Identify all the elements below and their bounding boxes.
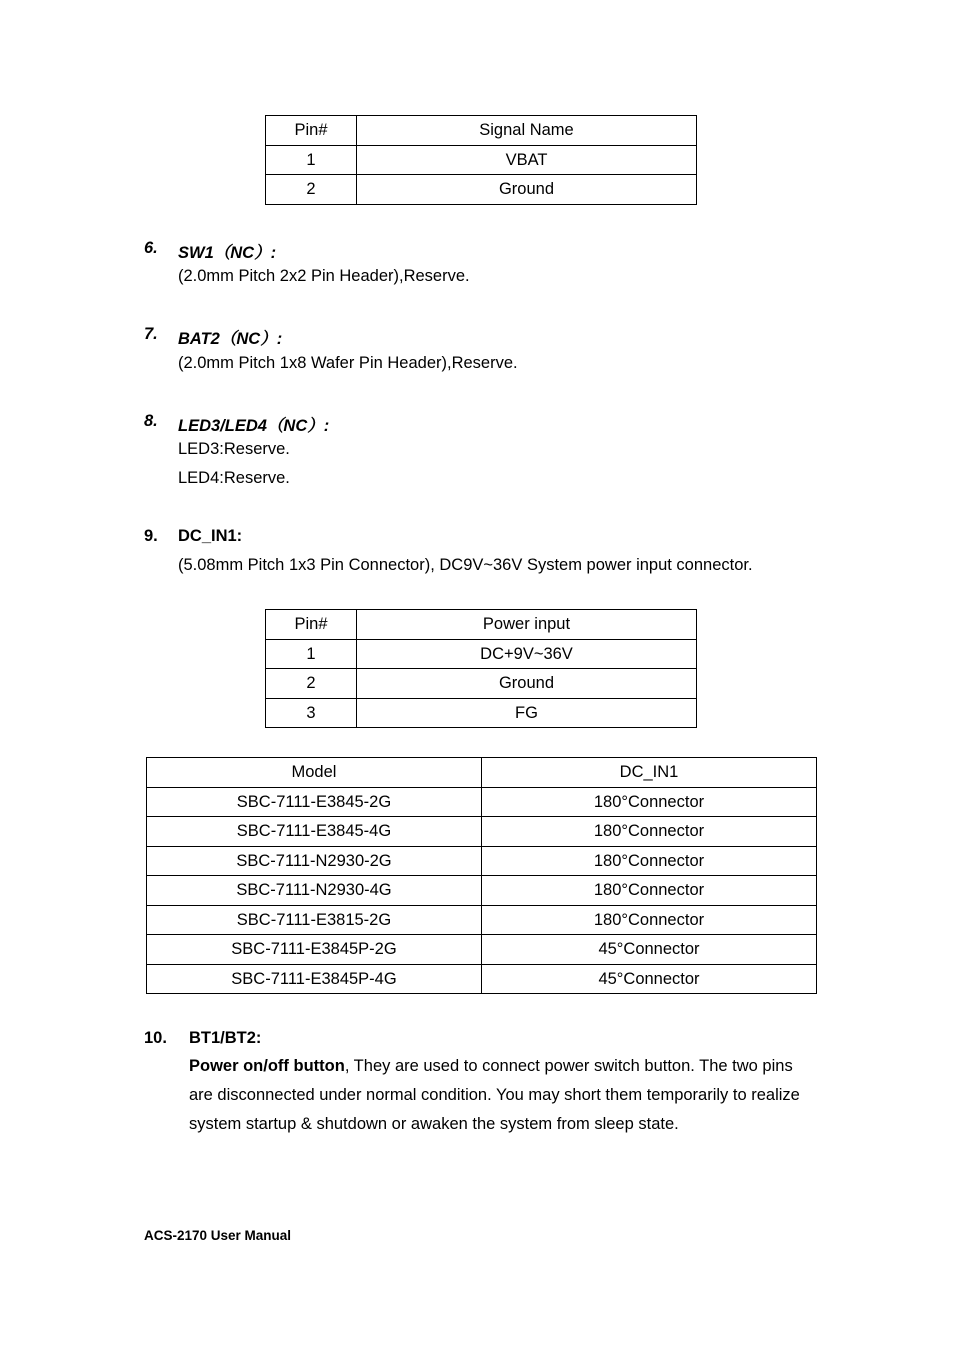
table-cell: VBAT: [357, 145, 697, 175]
table-row: [147, 817, 817, 847]
table-cell: Ground: [357, 175, 697, 205]
table-row: [266, 639, 697, 669]
table-header-cell: Signal Name: [357, 116, 697, 146]
table-header-cell: DC_IN1: [482, 758, 817, 788]
table-cell: 45°Connector: [482, 935, 817, 965]
table-cell: 180°Connector: [482, 905, 817, 935]
table-cell: DC+9V~36V: [357, 639, 697, 669]
section-text: (2.0mm Pitch 2x2 Pin Header),Reserve.: [178, 267, 470, 285]
table-cell: 180°Connector: [482, 876, 817, 906]
table-row: [266, 698, 697, 728]
section-title: BAT2（NC）:: [178, 330, 283, 348]
table-header-row: [266, 116, 697, 146]
section-text: (2.0mm Pitch 1x8 Wafer Pin Header),Reserve.: [178, 354, 518, 372]
battery-pin-table: [265, 115, 697, 205]
model-connector-table: [146, 757, 817, 994]
page-footer: ACS-2170 User Manual: [144, 1228, 292, 1243]
section-text: LED4:Reserve.: [178, 469, 290, 487]
section-number: 8.: [144, 412, 158, 430]
table-row: [147, 964, 817, 994]
section-title: BT1/BT2:: [189, 1029, 262, 1047]
section-number: 6.: [144, 239, 158, 257]
table-cell: SBC-7111-E3845-4G: [147, 817, 482, 847]
table-cell: SBC-7111-N2930-4G: [147, 876, 482, 906]
table-cell: SBC-7111-E3845P-4G: [147, 964, 482, 994]
power-input-table: [265, 609, 697, 728]
section-title: LED3/LED4（NC）:: [178, 417, 330, 435]
table-header-cell: Pin#: [266, 116, 357, 146]
section-number: 7.: [144, 325, 158, 343]
table-cell: SBC-7111-N2930-2G: [147, 846, 482, 876]
table-row: [266, 145, 697, 175]
section-number: 9.: [144, 527, 158, 545]
table-row: [147, 787, 817, 817]
section-title: DC_IN1:: [178, 527, 243, 545]
table-cell: SBC-7111-E3845-2G: [147, 787, 482, 817]
bold-lead: Power on/off button: [189, 1057, 345, 1075]
paragraph-text: , They are used to connect power switch button. The two pins are disconnected under normal condition. You may short them temporarily to realize system startup & shutdown or awaken the system from sleep state.: [189, 1057, 800, 1133]
section-paragraph: [189, 1052, 819, 1139]
section-text: LED3:Reserve.: [178, 440, 290, 458]
table-cell: 180°Connector: [482, 846, 817, 876]
table-cell: SBC-7111-E3815-2G: [147, 905, 482, 935]
table-cell: 180°Connector: [482, 817, 817, 847]
table-row: [266, 175, 697, 205]
table-row: [147, 876, 817, 906]
table-cell: 2: [266, 669, 357, 699]
section-title: SW1（NC）:: [178, 244, 277, 262]
table-header-cell: Pin#: [266, 610, 357, 640]
table-row: [147, 935, 817, 965]
table-cell: 45°Connector: [482, 964, 817, 994]
table-row: [147, 905, 817, 935]
table-cell: SBC-7111-E3845P-2G: [147, 935, 482, 965]
section-number: 10.: [144, 1029, 167, 1047]
table-cell: FG: [357, 698, 697, 728]
table-cell: 2: [266, 175, 357, 205]
table-header-row: [147, 758, 817, 788]
table-cell: Ground: [357, 669, 697, 699]
table-cell: 1: [266, 639, 357, 669]
table-cell: 180°Connector: [482, 787, 817, 817]
table-header-row: [266, 610, 697, 640]
table-cell: 3: [266, 698, 357, 728]
table-row: [147, 846, 817, 876]
table-header-cell: Model: [147, 758, 482, 788]
table-header-cell: Power input: [357, 610, 697, 640]
table-cell: 1: [266, 145, 357, 175]
section-text: (5.08mm Pitch 1x3 Pin Connector), DC9V~36V System power input connector.: [178, 556, 753, 574]
table-row: [266, 669, 697, 699]
